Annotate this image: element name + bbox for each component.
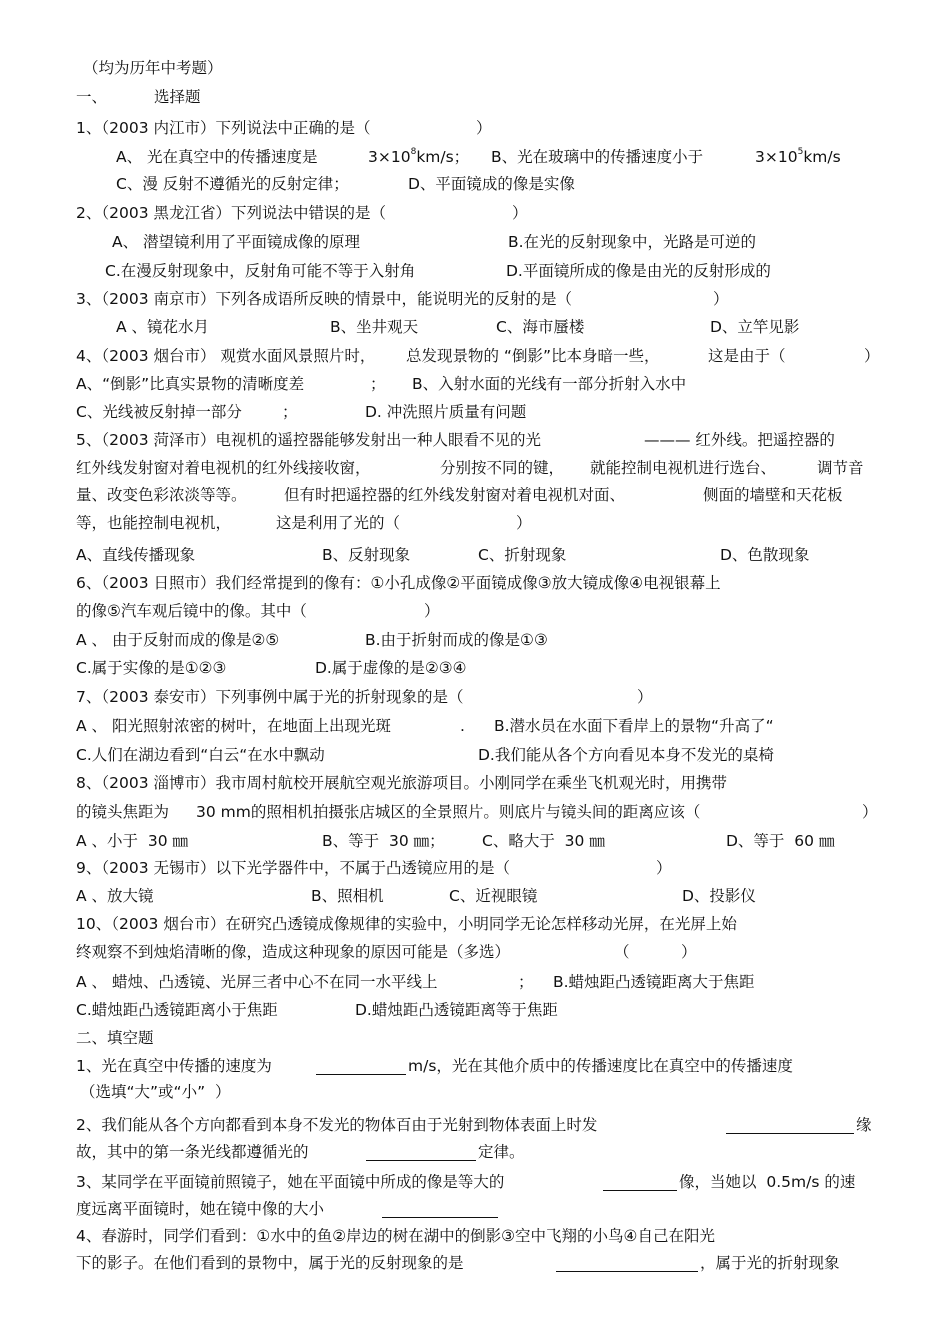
q4-option-c-end: ； [282,403,298,421]
f2-blank-1[interactable] [726,1133,854,1134]
q10-paren-close: ） [681,943,697,961]
q1-option-d: D、平面镜成的像是实像 [408,175,575,193]
q3-option-a: A 、镜花水月 [116,318,210,336]
f2-line-2: 故，其中的第一条光线都遵循光的 [76,1143,309,1161]
q1-option-a-value: $3\times 10^8km/s$； [368,147,470,166]
f2-line-1b: 缘 [856,1116,872,1134]
q1-option-c: C、漫 反射不遵循光的反射定律； [116,175,349,193]
q2-option-c: C.在漫反射现象中，反射角可能不等于入射角 [105,262,416,280]
q10-option-d: D.蜡烛距凸透镜距离等于焦距 [355,1001,558,1019]
q6-line-2: 的像⑤汽车观后镜中的像。其中（ [76,602,307,620]
q7-option-d: D.我们能从各个方向看见本身不发光的桌椅 [478,746,774,764]
f3-blank-2[interactable] [382,1217,498,1218]
q7-option-b: B.潜水员在水面下看岸上的景物“升高了“ [494,717,774,735]
q10-line-2: 终观察不到烛焰清晰的像，造成这种现象的原因可能是（多选） [76,943,511,961]
q6-line-1: 6、（2003 日照市）我们经常提到的像有：①小孔成像②平面镜成像③放大镜成像④电视银幕上 [76,574,721,592]
q10-option-a-end: ； [518,973,534,991]
f4-line-2: 下的影子。在他们看到的景物中，属于光的反射现象的是 [76,1254,464,1272]
q7-option-a: A 、 阳光照射浓密的树叶，在地面上出现光斑 [76,717,391,735]
q8-option-c: C、略大于 30 ㎜ [482,832,605,850]
q7-stem-close: ） [637,688,653,706]
page-note: （均为历年中考题） [83,59,223,77]
q5-line-3c: 侧面的墙壁和天花板 [703,486,843,504]
q4-option-a: A、“倒影”比真实景物的清晰度差 [76,375,305,393]
q4-stem-2: 总发现景物的 “倒影”比本身暗一些， [406,347,660,365]
q6-option-a: A 、 由于反射而成的像是②⑤ [76,631,280,649]
q5-line-4c: ） [516,514,532,532]
q10-paren-open: （ [614,943,630,961]
q8-stem-close: ） [862,803,878,821]
f4-blank-1[interactable] [556,1271,698,1272]
q5-line-2c: 就能控制电视机进行选台、 [590,459,777,477]
q5-option-a: A、直线传播现象 [76,546,196,564]
q5-line-3: 量、改变色彩浓淡等等。 [76,486,247,504]
f1-line-1b: m/s，光在其他介质中的传播速度比在真空中的传播速度 [408,1057,793,1075]
q1-stem: 1、（2003 内江市）下列说法中正确的是（ [76,119,371,137]
q3-option-b: B、坐井观天 [330,318,419,336]
q3-option-d: D、立竿见影 [710,318,800,336]
q6-option-b: B.由于折射而成的像是①③ [365,631,548,649]
f3-line-2: 度远离平面镜时，她在镜中像的大小 [76,1200,325,1218]
q3-option-c: C、海市蜃楼 [496,318,585,336]
q7-option-a-end: . [460,717,465,735]
f1-line-2: （选填“大”或“小” ） [80,1083,231,1101]
q1-stem-close: ） [476,119,492,137]
q9-stem-close: ） [656,859,672,877]
q10-line-1: 10、（2003 烟台市）在研究凸透镜成像规律的实验中，小明同学无论怎样移动光屏，在光屏上始 [76,915,737,933]
q4-option-b: B、入射水面的光线有一部分折射入水中 [412,375,687,393]
f2-line-2b: 定律。 [478,1143,525,1161]
q5-option-b: B、反射现象 [322,546,411,564]
q2-stem: 2、（2003 黑龙江省）下列说法中错误的是（ [76,204,386,222]
q10-option-b: B.蜡烛距凸透镜距离大于焦距 [553,973,755,991]
q8-option-d: D、等于 60 ㎜ [726,832,835,850]
q2-stem-close: ） [512,204,528,222]
q9-stem: 9、（2003 无锡市）以下光学器件中，不属于凸透镜应用的是（ [76,859,510,877]
q9-option-b: B、照相机 [311,887,384,905]
q7-stem: 7、（2003 泰安市）下列事例中属于光的折射现象的是（ [76,688,464,706]
q2-option-a: A、 潜望镜利用了平面镜成像的原理 [112,233,361,251]
q8-option-a: A 、小于 30 ㎜ [76,832,189,850]
q3-stem-close: ） [713,290,729,308]
f2-line-1: 2、我们能从各个方向都看到本身不发光的物体百由于光射到物体表面上时发 [76,1116,598,1134]
q4-option-c: C、光线被反射掉一部分 [76,403,242,421]
q1-option-b: B、光在玻璃中的传播速度小于 [491,148,704,166]
q8-line-1: 8、（2003 淄博市）我市周村航校开展航空观光旅游项目。小刚同学在乘坐飞机观光时，用携带 [76,774,727,792]
q6-stem-close: ） [424,602,440,620]
q3-stem: 3、（2003 南京市）下列各成语所反映的情景中，能说明光的反射的是（ [76,290,572,308]
section-title: 选择题 [154,88,201,106]
q5-line-2: 红外线发射窗对着电视机的红外线接收窗， [76,459,371,477]
f4-line-1: 4、春游时，同学们看到：①水中的鱼②岸边的树在湖中的倒影③空中飞翔的小鸟④自己在阳光 [76,1227,715,1245]
q4-option-a-end: ； [370,375,386,393]
q5-option-d: D、色散现象 [720,546,810,564]
q10-option-c: C.蜡烛距凸透镜距离小于焦距 [76,1001,278,1019]
q9-option-c: C、近视眼镜 [449,887,538,905]
q9-option-d: D、投影仪 [682,887,756,905]
f1-blank[interactable] [316,1074,406,1075]
q5-line-3b: 但有时把遥控器的红外线发射窗对着电视机对面、 [284,486,626,504]
f4-line-2b: ，属于光的折射现象 [700,1254,840,1272]
f2-blank-2[interactable] [366,1160,476,1161]
q1-option-a: A、 光在真空中的传播速度是 [116,148,318,166]
q4-option-d: D. 冲洗照片质量有问题 [365,403,527,421]
q2-option-b: B.在光的反射现象中，光路是可逆的 [508,233,757,251]
q4-stem: 4、（2003 烟台市） 观赏水面风景照片时， [76,347,376,365]
f3-line-1b: 像，当她以 0.5m/s 的速 [679,1173,856,1191]
f3-blank-1[interactable] [603,1190,677,1191]
f1-line-1: 1、光在真空中传播的速度为 [76,1057,272,1075]
q5-line-1: 5、（2003 菏泽市）电视机的遥控器能够发射出一种人眼看不见的光 [76,431,541,449]
q5-line-4b: 这是利用了光的（ [276,514,401,532]
q5-line-1b: ——— 红外线。把遥控器的 [644,431,835,449]
q2-option-d: D.平面镜所成的像是由光的反射形成的 [506,262,771,280]
q7-option-c: C.人们在湖边看到“白云“在水中飘动 [76,746,325,764]
q5-line-4: 等，也能控制电视机， [76,514,232,532]
f3-line-1: 3、某同学在平面镜前照镜子，她在平面镜中所成的像是等大的 [76,1173,505,1191]
q6-option-d: D.属于虚像的是②③④ [315,659,467,677]
q6-option-c: C.属于实像的是①②③ [76,659,227,677]
q8-option-b: B、等于 30 ㎜； [322,832,445,850]
q5-line-2b: 分别按不同的键， [440,459,565,477]
section-title-2: 二、填空题 [76,1029,154,1047]
q8-line-2b: 30 mm的照相机拍摄张店城区的全景照片。则底片与镜头间的距离应该（ [196,803,701,821]
q4-stem-close: ） [864,347,880,365]
q4-stem-3: 这是由于（ [708,347,786,365]
q1-option-b-value: $3\times 10^5km/s$ [755,147,841,166]
q5-line-2d: 调节音 [817,459,864,477]
q5-option-c: C、折射现象 [478,546,567,564]
section-number: 一、 [76,88,108,106]
q10-option-a: A 、 蜡烛、凸透镜、光屏三者中心不在同一水平线上 [76,973,438,991]
q9-option-a: A 、放大镜 [76,887,154,905]
q8-line-2: 的镜头焦距为 [76,803,170,821]
